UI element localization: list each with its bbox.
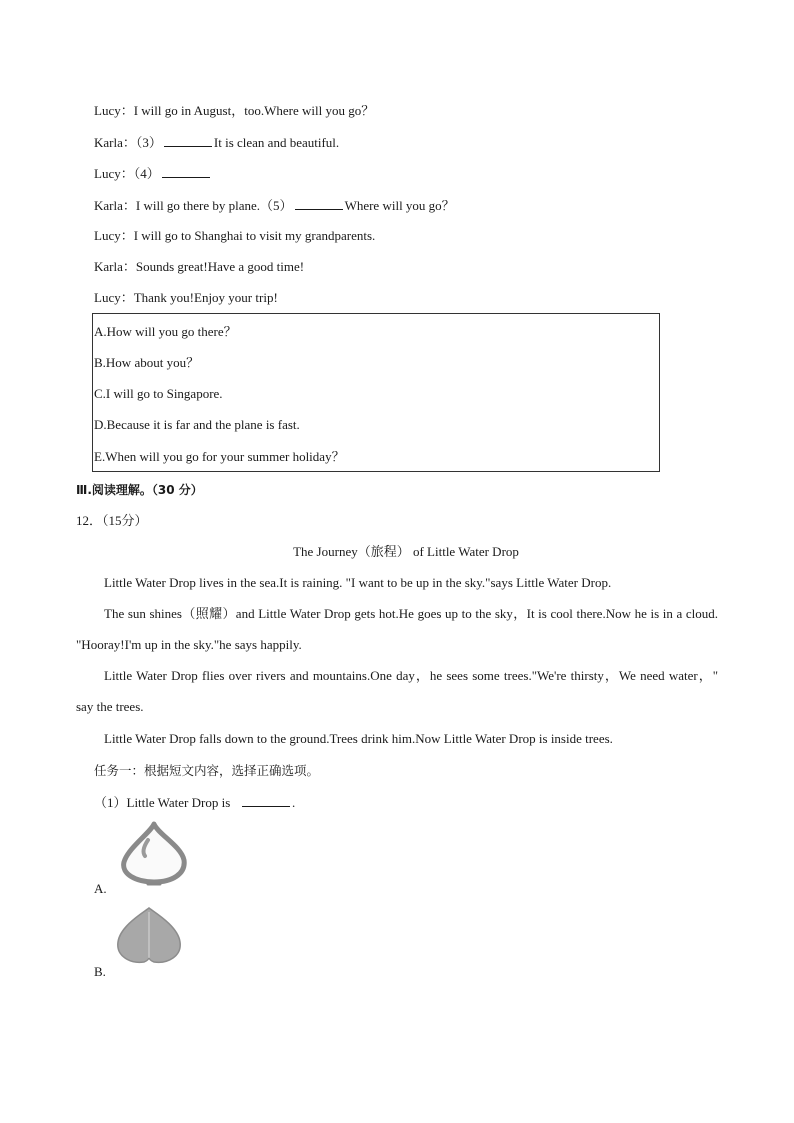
dialogue-line: Lucy：I will go to Shanghai to visit my grandparents. bbox=[94, 228, 376, 243]
task-heading: 任务一：根据短文内容，选择正确选项。 bbox=[94, 763, 320, 778]
choice-a-label: A. bbox=[94, 881, 107, 896]
answer-blank-5[interactable] bbox=[295, 197, 343, 210]
answer-blank-q1[interactable] bbox=[242, 794, 290, 807]
options-box bbox=[92, 313, 660, 472]
dialogue-line: Karla：I will go there by plane.（5） Where will you go？ bbox=[94, 198, 455, 213]
dialogue-line: Karla：Sounds great!Have a good time! bbox=[94, 259, 305, 274]
section-heading: Ⅲ.阅读理解。（30 分） bbox=[76, 483, 203, 497]
water-drop-outline-icon[interactable] bbox=[114, 818, 190, 890]
option-d: D.Because it is far and the plane is fast. bbox=[94, 417, 300, 432]
question-number: 12．（15分） bbox=[76, 513, 148, 528]
dialogue-line: Karla：（3） It is clean and beautiful. bbox=[94, 135, 340, 150]
choice-b-label: B. bbox=[94, 964, 106, 979]
story-paragraph: Little Water Drop flies over rivers and mountains.One day，he sees some trees."We're thirsty，We need water，" say the trees. bbox=[76, 668, 718, 714]
story-paragraph: Little Water Drop falls down to the ground.Trees drink him.Now Little Water Drop is inside trees. bbox=[104, 731, 613, 746]
option-e: E.When will you go for your summer holiday？ bbox=[94, 449, 345, 464]
story-title: The Journey（旅程） of Little Water Drop bbox=[293, 544, 519, 559]
option-b: B.How about you？ bbox=[94, 355, 200, 370]
dialogue-line: Lucy：Thank you!Enjoy your trip! bbox=[94, 290, 278, 305]
dialogue-line: Lucy：（4） bbox=[94, 165, 212, 182]
leaf-icon[interactable] bbox=[114, 904, 184, 968]
story-paragraph: The sun shines（照耀）and Little Water Drop gets hot.He goes up to the sky，It is cool there.Now he is in a cloud. "Hooray!I'm up in the sky."he says happily. bbox=[76, 606, 718, 652]
option-c: C.I will go to Singapore. bbox=[94, 386, 223, 401]
story-paragraph: Little Water Drop lives in the sea.It is raining. "I want to be up in the sky."says Little Water Drop. bbox=[104, 575, 612, 590]
dialogue-line: Lucy：I will go in August，too.Where will you go？ bbox=[94, 103, 375, 118]
answer-blank-4[interactable] bbox=[162, 165, 210, 178]
question-1: （1）Little Water Drop is . bbox=[94, 795, 296, 810]
option-a: A.How will you go there？ bbox=[94, 324, 237, 339]
answer-blank-3[interactable] bbox=[164, 134, 212, 147]
